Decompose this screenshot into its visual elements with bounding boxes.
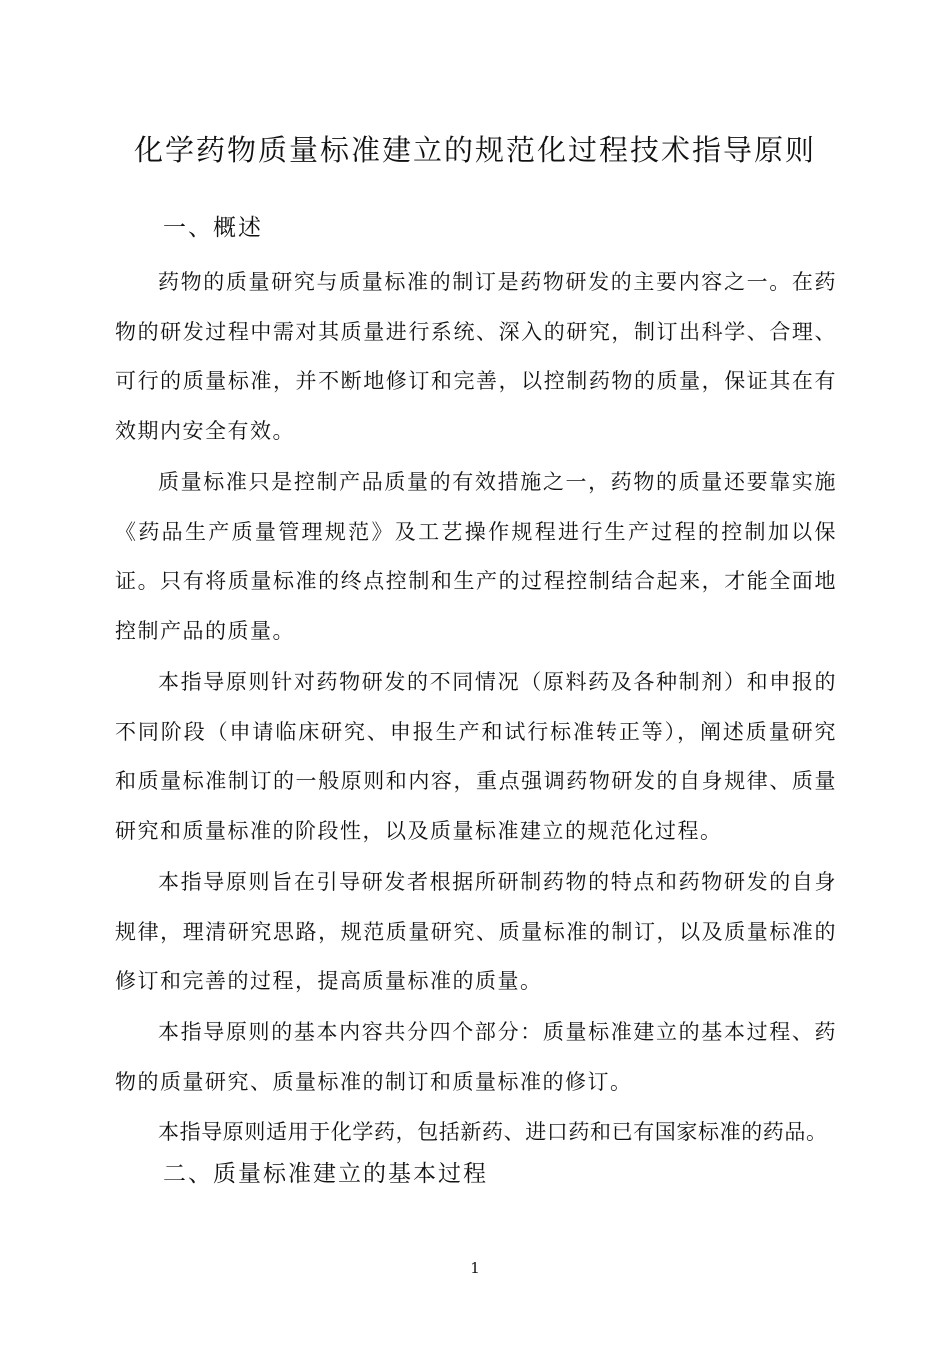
page-number: 1	[470, 1259, 480, 1277]
section-heading-overview: 一、概述	[163, 215, 263, 241]
paragraph: 药物的质量研究与质量标准的制订是药物研发的主要内容之一。在药物的研发过程中需对其质量进行系统、深入的研究，制订出科学、合理、可行的质量标准，并不断地修订和完善，以控制药物的质量，保证其在有效期内安全有效。	[115, 270, 837, 443]
paragraph: 本指导原则旨在引导研发者根据所研制药物的特点和药物研发的自身规律，理清研究思路，规范质量研究、质量标准的制订，以及质量标准的修订和完善的过程，提高质量标准的质量。	[115, 870, 837, 993]
paragraph: 质量标准只是控制产品质量的有效措施之一，药物的质量还要靠实施《药品生产质量管理规范》及工艺操作规程进行生产过程的控制加以保证。只有将质量标准的终点控制和生产的过程控制结合起来，才能全面地控制产品的质量。	[115, 470, 837, 643]
paragraph: 本指导原则适用于化学药，包括新药、进口药和已有国家标准的药品。	[158, 1120, 828, 1144]
section-heading-basic-process: 二、质量标准建立的基本过程	[163, 1161, 488, 1187]
paragraph: 本指导原则的基本内容共分四个部分：质量标准建立的基本过程、药物的质量研究、质量标准的制订和质量标准的修订。	[115, 1020, 837, 1094]
paragraph: 本指导原则针对药物研发的不同情况（原料药及各种制剂）和申报的不同阶段（申请临床研究、申报生产和试行标准转正等），阐述质量研究和质量标准制订的一般原则和内容，重点强调药物研发的自身规律、质量研究和质量标准的阶段性，以及质量标准建立的规范化过程。	[115, 670, 837, 843]
document-title: 化学药物质量标准建立的规范化过程技术指导原则	[133, 133, 816, 167]
